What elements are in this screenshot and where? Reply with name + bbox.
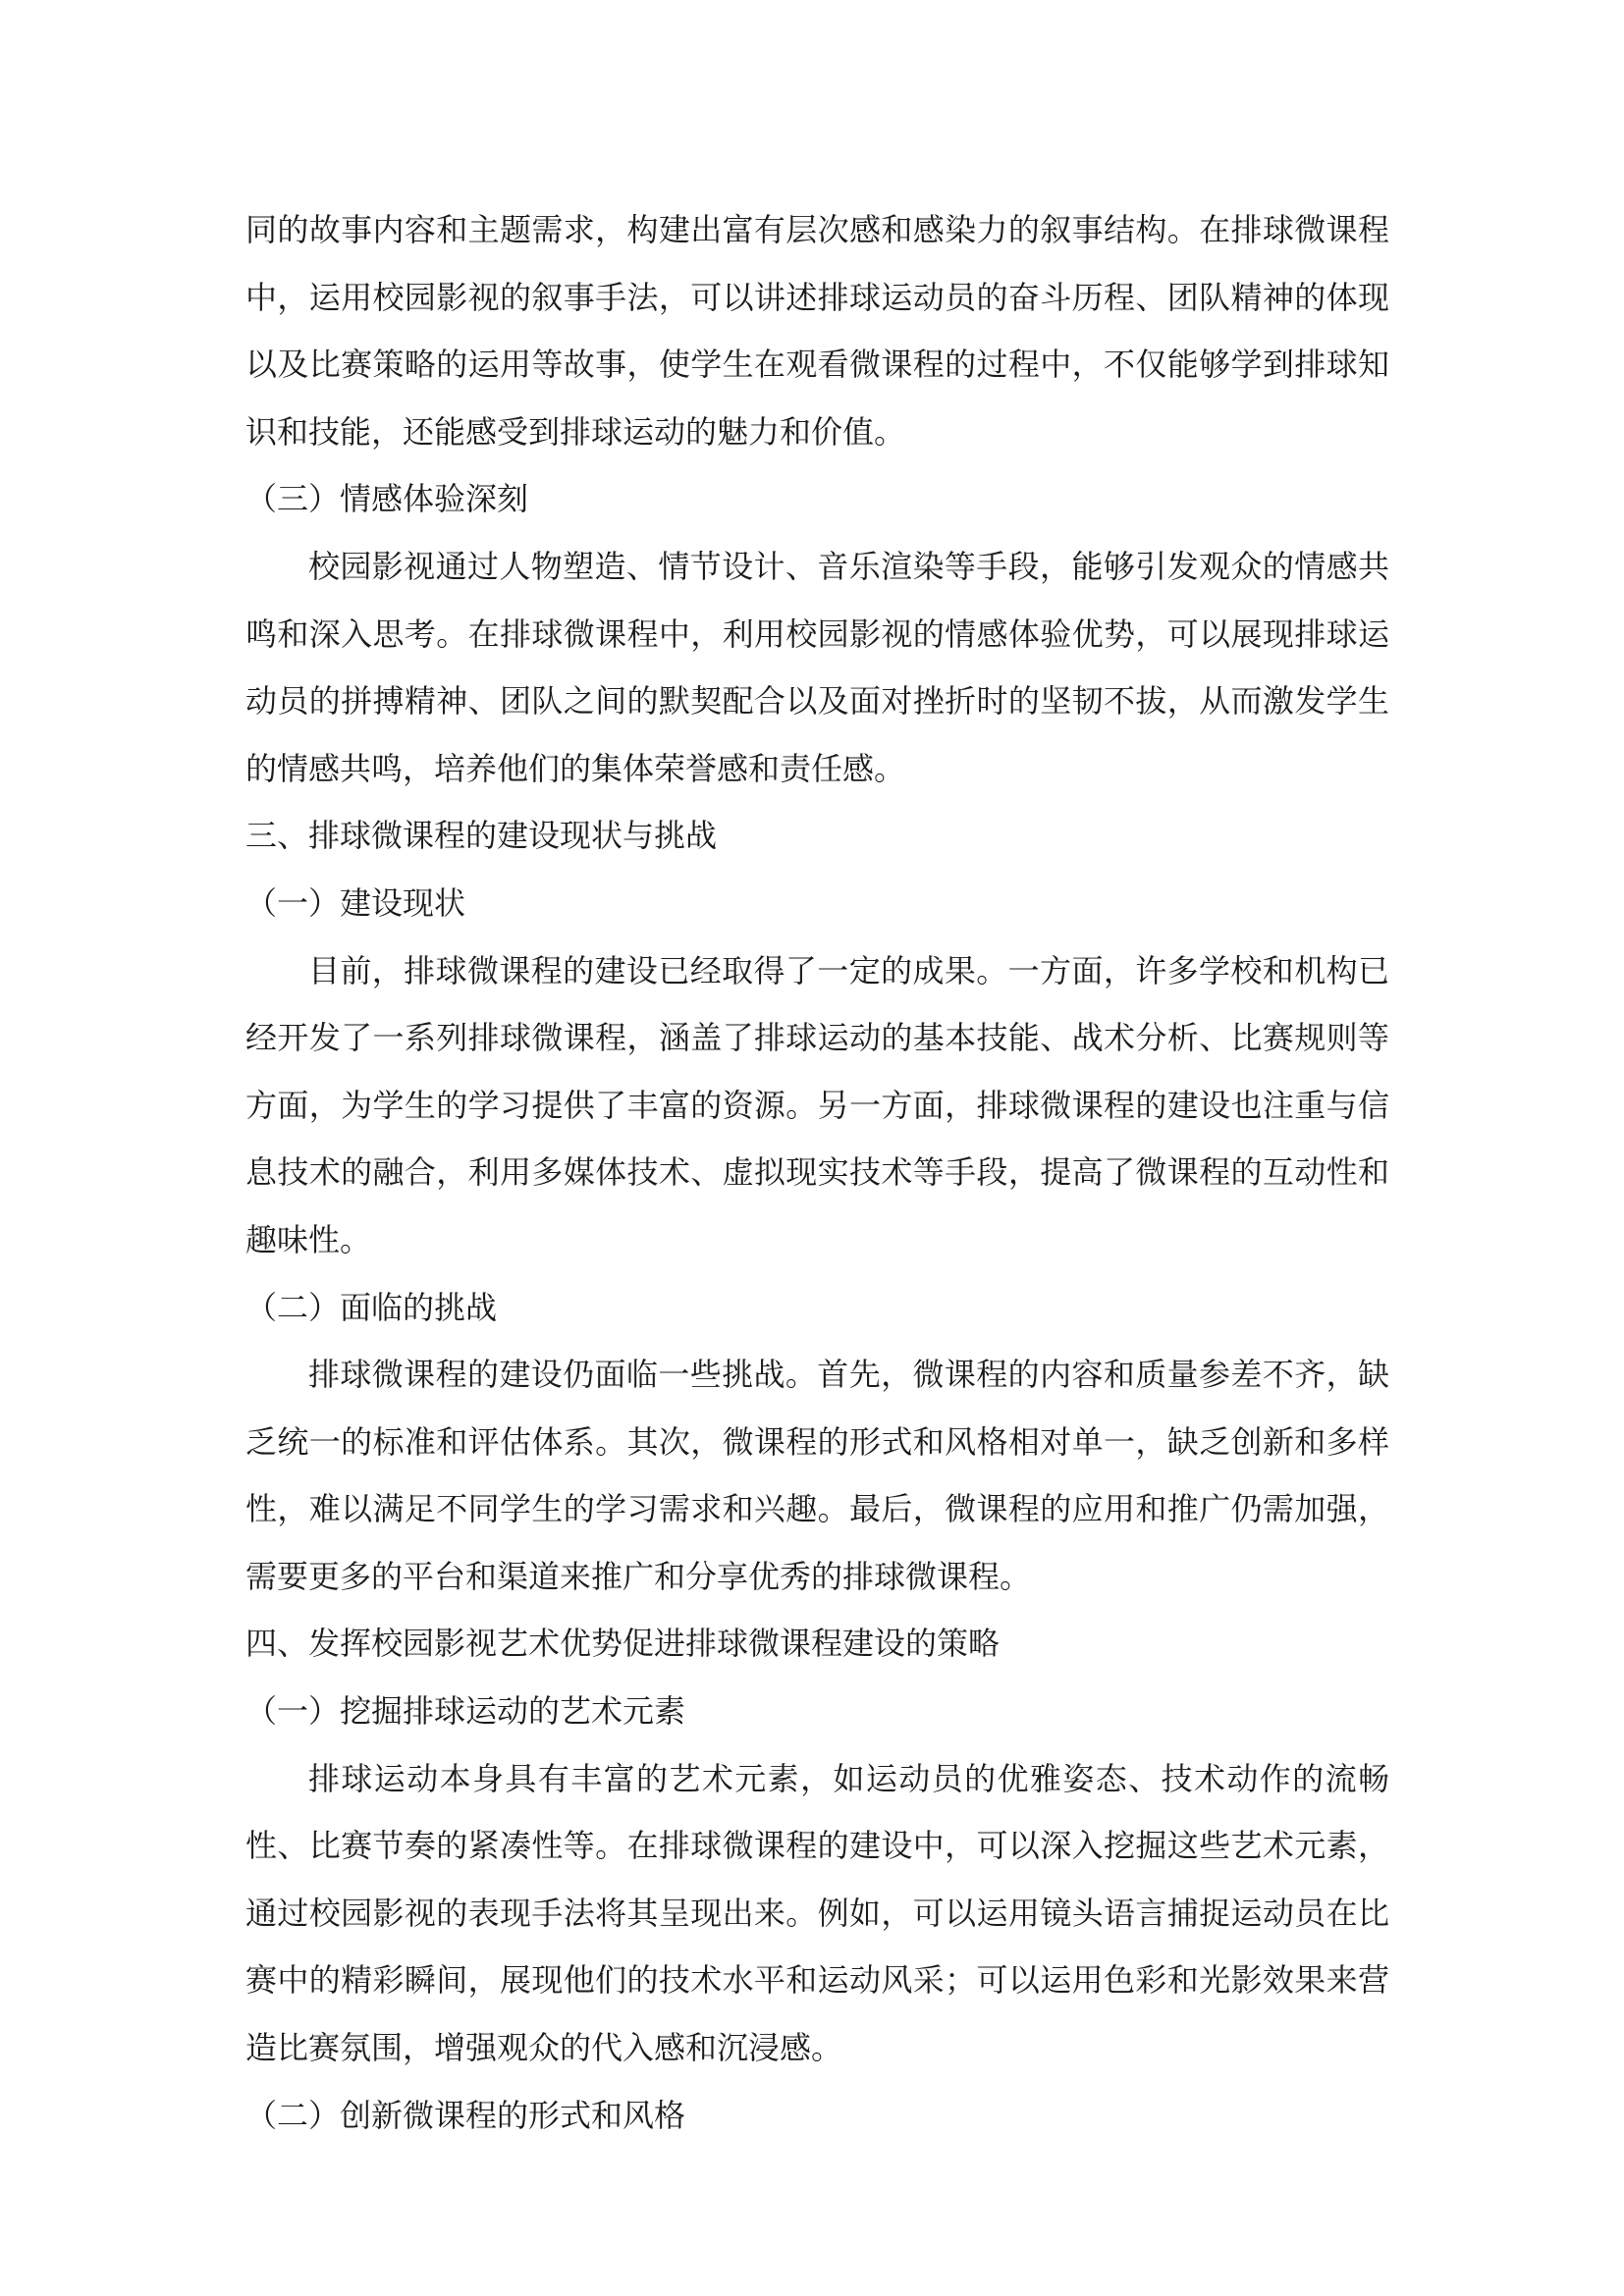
paragraph-continued: 同的故事内容和主题需求，构建出富有层次感和感染力的叙事结构。在排球微课程中，运用校园影视的叙事手法，可以讲述排球运动员的奋斗历程、团队精神的体现以及比赛策略的运用等故事，使学生在观看微课程的过程中，不仅能够学到排球知识和技能，还能感受到排球运动的魅力和价值。	[245, 211, 1389, 451]
subsection-heading-emotional-experience: （三）情感体验深刻	[245, 480, 529, 518]
subsection-heading-innovate-form-style: （二）创新微课程的形式和风格	[245, 2096, 686, 2134]
paragraph-challenges: 排球微课程的建设仍面临一些挑战。首先，微课程的内容和质量参差不齐，缺乏统一的标准和评估体系。其次，微课程的形式和风格相对单一，缺乏创新和多样性，难以满足不同学生的学习需求和兴趣。最后，微课程的应用和推广仍需加强，需要更多的平台和渠道来推广和分享优秀的排球微课程。	[245, 1356, 1389, 1595]
paragraph-art-elements: 排球运动本身具有丰富的艺术元素，如运动员的优雅姿态、技术动作的流畅性、比赛节奏的紧凑性等。在排球微课程的建设中，可以深入挖掘这些艺术元素，通过校园影视的表现手法将其呈现出来。例如，可以运用镜头语言捕捉运动员在比赛中的精彩瞬间，展现他们的技术水平和运动风采；可以运用色彩和光影效果来营造比赛氛围，增强观众的代入感和沉浸感。	[245, 1759, 1389, 2067]
section-heading-status-and-challenges: 三、排球微课程的建设现状与挑战	[245, 817, 718, 855]
subsection-heading-current-status: （一）建设现状	[245, 883, 466, 922]
subsection-heading-challenges: （二）面临的挑战	[245, 1288, 498, 1326]
section-heading-strategies: 四、发挥校园影视艺术优势促进排球微课程建设的策略	[245, 1625, 1001, 1663]
paragraph-emotional-experience: 校园影视通过人物塑造、情节设计、音乐渲染等手段，能够引发观众的情感共鸣和深入思考。在排球微课程中，利用校园影视的情感体验优势，可以展现排球运动员的拼搏精神、团队之间的默契配合以及面对挫折时的坚韧不拔，从而激发学生的情感共鸣，培养他们的集体荣誉感和责任感。	[245, 547, 1389, 787]
paragraph-current-status: 目前，排球微课程的建设已经取得了一定的成果。一方面，许多学校和机构已经开发了一系列排球微课程，涵盖了排球运动的基本技能、战术分析、比赛规则等方面，为学生的学习提供了丰富的资源。另一方面，排球微课程的建设也注重与信息技术的融合，利用多媒体技术、虚拟现实技术等手段，提高了微课程的互动性和趣味性。	[245, 951, 1389, 1258]
subsection-heading-art-elements: （一）挖掘排球运动的艺术元素	[245, 1692, 686, 1731]
document-body	[245, 196, 1389, 2149]
